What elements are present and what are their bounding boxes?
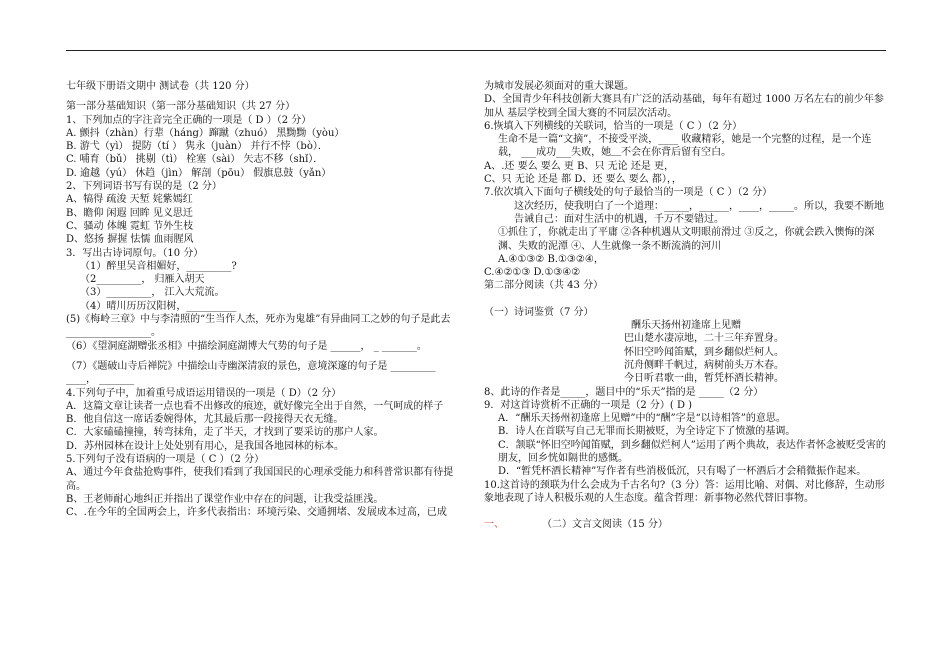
spacer [484, 293, 888, 306]
spacer [484, 505, 888, 518]
text-line: C、只 无论 还是 都 D、还 要么 要么 都），， [484, 174, 682, 186]
text-line: 第一部分基础知识（第一部分基础知识（共 27 分） [66, 101, 296, 113]
right-column [484, 80, 888, 532]
poem-line: 沉舟侧畔千帆过，病树前头万木春。 [624, 359, 784, 371]
text-line: 2、下列词语书写有误的是（2 分） [66, 181, 222, 193]
text-line: A、通过今年食盐抢购事件，使我们看到了我国国民的心理承受能力和科普常识都有待提高。 [66, 467, 454, 492]
text-line: B、瞻仰 闲遐 回眸 见义思迁 [66, 207, 193, 219]
text-line: A．“酬乐天扬州初逢席上见赠”中的“酬”字是“以诗相答”的意思。 [498, 413, 786, 425]
text-line: C、.在今年的全国两会上，许多代表指出：环境污染、交通拥堵、发展成本过高，已成 [66, 507, 447, 519]
poem-title: 酬乐天扬州初逢席上见赠 [631, 320, 741, 332]
top-rule [66, 50, 886, 51]
text-line: （7）《题破山寺后禅院》中描绘山寺幽深清寂的景色，意境深邃的句子是 _________ ____， _______ [66, 360, 436, 386]
text-line: B．他自信这一席话委婉得体，尤其最后那一段接得天衣无缝。 [66, 414, 344, 426]
spacer [66, 93, 468, 100]
text-line: B．诗人在首联写自己无罪而长期被贬，为全诗定下了愤激的基调。 [498, 426, 796, 438]
text-line: D、悠扬 摒握 怯懦 血雨腥风 [66, 234, 194, 246]
text-line: （3）_________， 江入大荒流。 [80, 287, 225, 299]
text-line: A．这篇文章让读者一点也看不出修改的痕迹，就好像完全出于自然，一气呵成的样子 [66, 400, 444, 412]
poem-line: 怀旧空吟闻笛赋，到乡翻似烂柯人。 [624, 346, 784, 358]
text-line: C. 哺育（bǔ） 挑剔（tì） 栓塞（sài） 矢志不移（shǐ）． [66, 154, 324, 166]
text-line: (5)《梅岭三章》中与李清照的“生当作人杰，死亦为鬼雄”有异曲同工之妙的句子是此去_________________。 [66, 314, 451, 339]
text-line: 生命不是一篇“文摘”，不接受平淡，____ 收藏精彩，她是一个完整的过程，是一个连载， ___成功___失败，她＿不会在你背后留有空白。 [498, 134, 872, 159]
text-line: C、骚动 体魄 霓虹 节外生枝 [66, 220, 194, 232]
text-line: B. 游弋（yì） 提防（tí ） 隽永（juàn） 并行不悖（bò）． [66, 141, 328, 153]
text-line: A.④①③② B.①③②④， [498, 253, 604, 265]
text-line: 1、下列加点的字注音完全正确的一项是（ D ）（2 分） [66, 114, 312, 126]
section-heading [484, 518, 888, 531]
text-line: A. 颤抖（zhàn）行辈（háng）蹿蹴（zhuó） 黑黝黝（yòu） [66, 127, 345, 139]
text-line: D．“暂凭杯酒长精神”写作者有些消极低沉，只有喝了一杯酒后才会稍微振作起来。 [498, 466, 867, 478]
text-line: ①抓住了，你就走出了平庸 ②各种机遇从文明眼前滑过 ③反之，你就会跌入懊悔的深渊、失败的泥潭 ④、人生就像一条不断流淌的河川 [498, 227, 875, 252]
text-line: 这次经历，使我明白了一个道理：_____，______，____，_____。所以，我要不断地告诫自己：面对生活中的机遇，千万不要错过。 [514, 200, 884, 225]
text-line: 5.下列句子没有语病的一项是（ C ）（2 分） [66, 454, 265, 466]
text-line: （1）醉里吴音相媚好，_________? [80, 260, 237, 272]
text-line: D. 逾越（yú） 休趋（jìn） 解剖（pōu） 假旗息鼓（yǎn） [66, 167, 332, 179]
section-number: 一、 [484, 519, 504, 531]
text-line: A、犒得 疏浚 天堑 姹紫嫣红 [66, 194, 193, 206]
text-line: C．颔联“怀旧空吟闻笛赋，到乡翻似烂柯人”运用了两个典故，表达作者怀念被贬受害的朋友，回乡恍如隔世的感慨。 [498, 439, 886, 465]
text-line: D．苏州园林在设计上处处别有用心，是我国各地园林的标本。 [66, 440, 345, 452]
text-line: 9．对这首诗赏析不正确的一项是（2 分）( D ) [484, 399, 693, 411]
text-line: C.④②①③ D.①③④② [484, 267, 581, 279]
spacer [66, 353, 468, 360]
text-line: （4）晴川历历汉阳树，__________ [80, 300, 237, 312]
text-line: 7.依次填入下面句子横线处的句子最恰当的一项是（ C ）（2 分） [484, 187, 773, 199]
text-line: 3．写出古诗词原句。（10 分） [66, 247, 204, 259]
text-line: A、.还 要么 要么 更 B、只 无论 还是 更， [484, 160, 674, 172]
text-line: 8、此诗的作者是_____，题目中的“乐天”指的是 _____（2 分） [484, 386, 764, 398]
text-line: 6.恢填入下列横线的关联词，恰当的一项是（ C ）（2 分） [484, 120, 743, 132]
text-line: 七年级下册语文期中 测试卷（共 120 分） [66, 81, 255, 92]
poem-line: 巴山楚水凄凉地，二十三年弃置身。 [624, 333, 784, 345]
text-line: B、王老师耐心地纠正并指出了课堂作业中存在的问题，让我受益匪浅。 [66, 493, 384, 505]
text-line: （6）《望洞庭湖赠张丞相》中描绘洞庭湖博大气势的句子是 ______， _ _______。 [66, 340, 427, 352]
text-line: 为城市发展必须面对的重大课题。 [484, 81, 634, 92]
text-line: （一）诗词鉴赏（7 分） [484, 306, 594, 318]
text-line: D、全国青少年科技创新大赛具有广泛的活动基础，每年有超过 1000 万名左右的前少年参加从 基层学校到全国大赛的不同层次活动。 [484, 94, 884, 119]
text-line: 第二部分阅读（共 43 分） [484, 280, 604, 292]
text-line: （2_________， 归雁入胡天 [80, 274, 205, 286]
text-line: 4.下列句子中，加着重号成语运用错误的一项是（ D）（2 分） [66, 387, 342, 399]
poem-line: 今日听君歌一曲，暂凭杯酒长精神。 [624, 373, 784, 385]
left-column [66, 80, 468, 520]
text-line: C．大家磕磕撞撞，转弯抹角，走了半天，才找到了要采访的那户人家。 [66, 427, 384, 439]
section-title: （二）文言文阅读（15 分） [542, 519, 668, 531]
text-line: 10.这首诗的颈联为什么会成为千古名句?（3 分）答：运用比喻、对偶、对比修辞，生动形象地表现了诗人积极乐观的人生态度。蕴含哲理：新事物必然代替旧事物。 [484, 479, 885, 504]
